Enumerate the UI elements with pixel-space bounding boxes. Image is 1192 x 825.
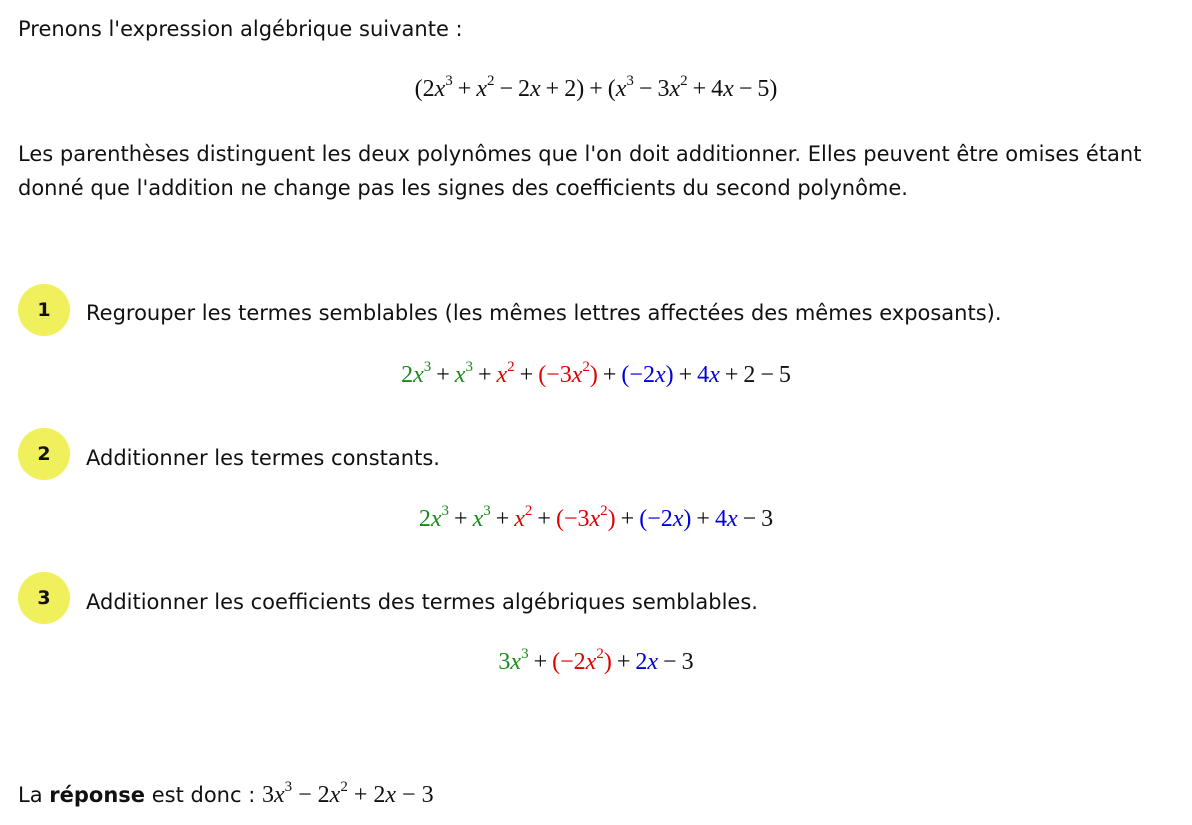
initial-expression: $(2x^3 + x^2 - 2x + 2) + (x^3 - 3x^2 + 4x - 5)$ xyxy=(414,73,778,102)
step-1-text: Regrouper les termes semblables (les mêmes lettres affectées des mêmes exposants). xyxy=(86,301,1002,325)
step-1-badge: 1 xyxy=(18,284,70,336)
answer-bold-word: réponse xyxy=(49,783,146,807)
step-1-result: $2x^3 + x^3 + x^2 + (-3x^2) + (-2x) + 4x + 2 - 5$ xyxy=(401,359,791,388)
step-2-result: $2x^3 + x^3 + x^2 + (-3x^2) + (-2x) + 4x - 3$ xyxy=(418,503,774,532)
step-3-text: Additionner les coefficients des termes algébriques semblables. xyxy=(86,590,758,614)
step-2-text: Additionner les termes constants. xyxy=(86,446,440,470)
answer-prefix: La xyxy=(18,783,43,807)
answer-value: $3x^3 - 2x^2 + 2x - 3$ xyxy=(261,779,434,808)
intro-text: Prenons l'expression algébrique suivante : xyxy=(18,17,463,41)
step-3-badge: 3 xyxy=(18,572,70,624)
answer-line xyxy=(18,778,434,812)
step-3-result: $3x^3 + (-2x^2) + 2x - 3$ xyxy=(498,646,694,675)
step-2-badge: 2 xyxy=(18,428,70,480)
explanation-text: Les parenthèses distinguent les deux polynômes que l'on doit additionner. Elles peuvent être omises étant donné que l'addition ne change pas les signes des coefficients du second polynôme. xyxy=(18,142,1142,200)
answer-suffix: est donc : xyxy=(151,783,256,807)
